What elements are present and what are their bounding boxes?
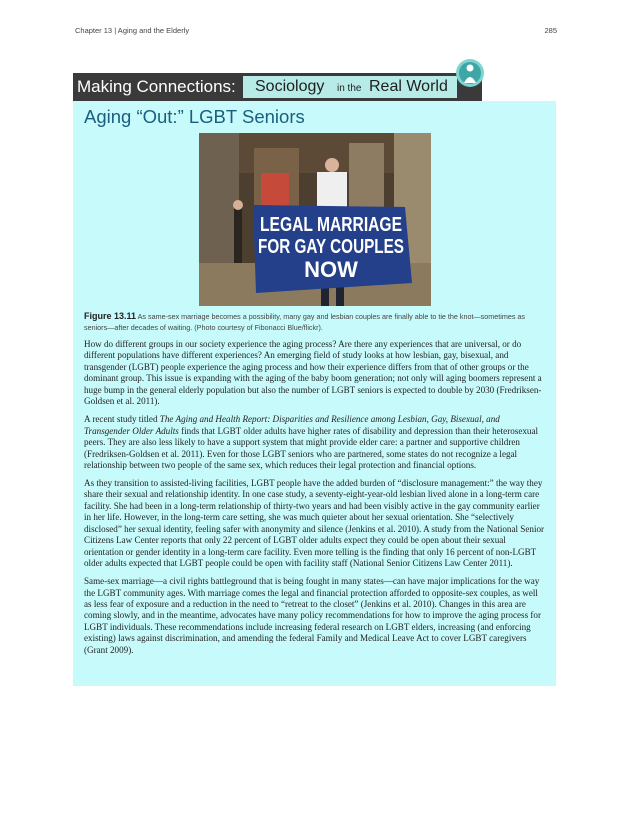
banner-feature-name bbox=[243, 76, 457, 98]
chapter-title: Chapter 13 | Aging and the Elderly bbox=[75, 26, 190, 35]
figure-label: Figure 13.11 bbox=[84, 311, 137, 321]
figure-caption-text: As same-sex marriage becomes a possibility, many gay and lesbian couples are finally able to tie the knot—sometimes as seniors—after decades of waiting. (Photo courtesy of Fibonacci Blue/flickr). bbox=[84, 312, 526, 332]
globe-person-icon bbox=[455, 58, 485, 88]
feature-body bbox=[84, 339, 547, 663]
banner-sociology: Sociology bbox=[255, 78, 325, 95]
sign-line-3: NOW bbox=[304, 257, 358, 282]
sign-line-1: LEGAL MARRIAGE bbox=[260, 214, 402, 236]
banner-real-world: Real World bbox=[369, 78, 448, 95]
protest-photo bbox=[199, 133, 431, 306]
feature-title: Aging “Out:” LGBT Seniors bbox=[84, 106, 305, 127]
paragraph-2 bbox=[84, 414, 547, 471]
sign-line-2: FOR GAY COUPLES bbox=[258, 236, 404, 258]
paragraph-2-rest: finds that LGBT older adults have higher rates of disability and depression than their heterosexual peers. They are also less likely to have a support system that might provide elder care: a partner and supportive children (Fredriksen-Goldsen et al. 2011). Even for those LGBT seniors who are partnered, some states do not recognize a legal relationship between two people of the same sex, which reduces their legal protection and financial options. bbox=[84, 425, 539, 471]
banner-label: Making Connections: bbox=[77, 77, 236, 96]
page-number: 285 bbox=[544, 26, 557, 35]
paragraph-1: How do different groups in our society experience the aging process? Are there any experiences that are universal, or do different populations have different experiences? An emerging field of study looks at how lesbian, gay, bisexual, and transgender (LGBT) people experience the aging process and how their experience differs from that of other groups or the dominant group. This issue is expanding with the aging of the baby boom generation; not only will aging boomers represent a huge bump in the general elderly population but also the number of LGBT seniors is expected to double by 2030 (Fredriksen-Goldsen et al. 2011). bbox=[84, 339, 542, 407]
paragraph-3: As they transition to assisted-living facilities, LGBT people have the added burden of “disclosure management:” the way they share their sexual and relationship identity. In one case study, a seventy-eight-year-old lesbian lived alone in a long-term care facility. She had been in a long-term relationship of thirty-two years and had been visibly active in the gay community earlier in her life. However, in the long-term care setting, she was much quieter about her sexual orientation. She “selectively disclosed” her sexual identity, feeling safer with anonymity and silence (Jenkins et al. 2010). A study from the National Senior Citizens Law Center reports that only 22 percent of LGBT older adults expect they could be open about their sexual orientation or gender identity in a long-term care facility. Even more telling is the finding that only 16 percent of non-LGBT older adults expected that LGBT people could be open with facility staff (National Senior Citizens Law Center 2011). bbox=[84, 477, 545, 569]
paragraph-2-start: A recent study titled bbox=[84, 414, 160, 425]
feature-banner bbox=[73, 73, 482, 101]
figure-caption bbox=[84, 311, 549, 333]
banner-in-the: in the bbox=[337, 83, 362, 94]
paragraph-4: Same-sex marriage—a civil rights battleground that is being fought in many states—can have major implications for the way the LGBT community ages. With marriage comes the legal and financial protection afforded to opposite-sex couples, as well as less fear of exposure and a reduction in the need to “retreat to the closet” (Jenkins et al. 2010). Changes in this area are coming slowly, and in the meantime, advocates have many policy recommendations for how to improve the aging process for LGBT individuals. These recommendations include increasing federal research on LGBT elders, increasing (and enforcing existing) laws against discrimination, and amending the federal Family and Medical Leave Act to cover LGBT caregivers (Grant 2009). bbox=[84, 576, 542, 655]
report-title: The Aging and Health Report: Disparities and Resilience among Lesbian, Gay, Bisexual, and Transgender Older Adults bbox=[84, 414, 500, 436]
